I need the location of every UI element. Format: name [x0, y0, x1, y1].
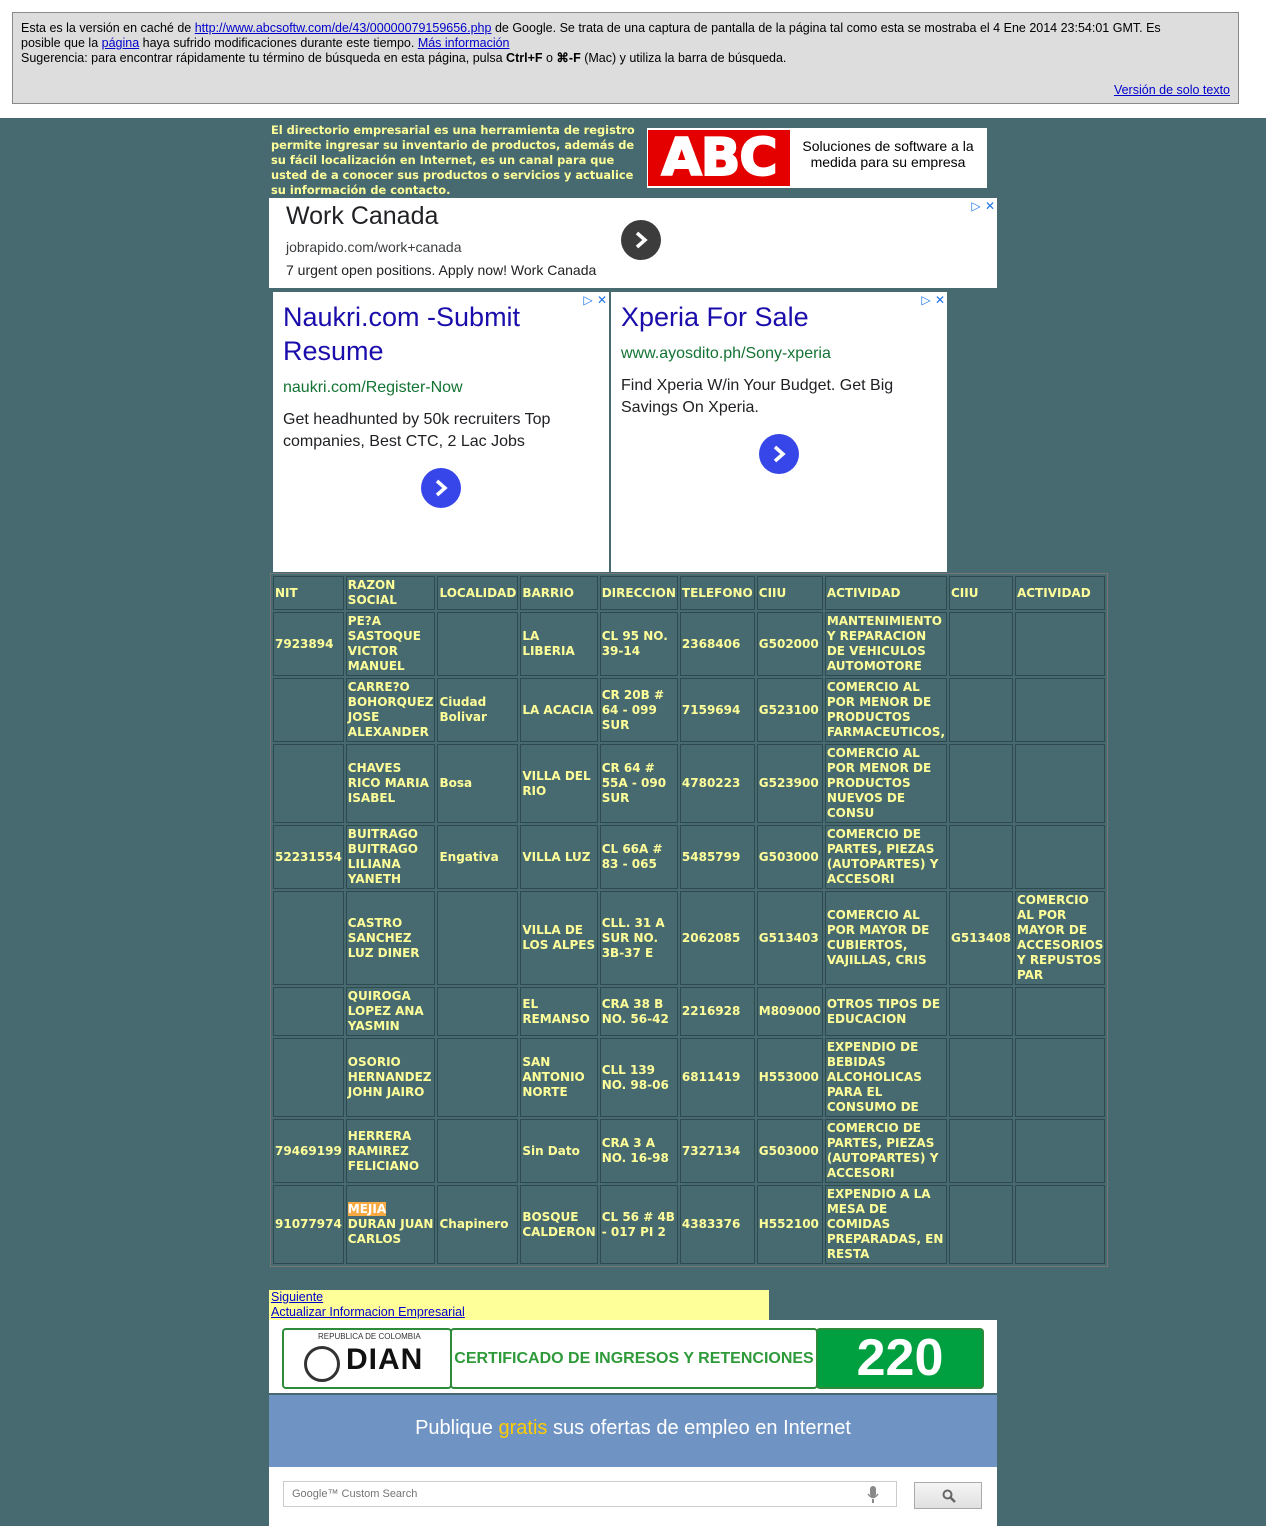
- col-ciiu-2: CIIU: [949, 576, 1013, 610]
- close-icon[interactable]: ✕: [934, 293, 946, 307]
- col-barrio: BARRIO: [520, 576, 597, 610]
- table-row: [273, 678, 1105, 742]
- cell-actividad-2: [1015, 1185, 1106, 1264]
- cell-direccion: CRA 3 A NO. 16-98: [600, 1119, 678, 1183]
- cell-razon-social: CHAVES RICO MARIA ISABEL: [346, 744, 436, 823]
- cell-razon-social: CASTRO SANCHEZ LUZ DINER: [346, 891, 436, 985]
- cell-ciiu-2: [949, 1119, 1013, 1183]
- cell-actividad: COMERCIO AL POR MAYOR DE CUBIERTOS, VAJILLAS, CRIS: [825, 891, 947, 985]
- cell-ciiu: G523100: [757, 678, 823, 742]
- cell-actividad: OTROS TIPOS DE EDUCACION: [825, 987, 947, 1036]
- cell-direccion: CR 20B # 64 - 099 SUR: [600, 678, 678, 742]
- col-direccion: DIRECCION: [600, 576, 678, 610]
- table-body: [273, 612, 1105, 1264]
- cell-telefono: 6811419: [680, 1038, 755, 1117]
- jobs-free-text: gratis: [498, 1417, 548, 1439]
- cell-actividad: COMERCIO DE PARTES, PIEZAS (AUTOPARTES) Y ACCESORI: [825, 825, 947, 889]
- dian-banner[interactable]: [269, 1320, 997, 1393]
- ad-title[interactable]: Work Canada: [286, 202, 439, 230]
- ad-work-canada[interactable]: [269, 198, 997, 288]
- search-icon: [942, 1489, 956, 1503]
- microphone-icon[interactable]: [867, 1486, 879, 1504]
- cell-nit: [273, 987, 344, 1036]
- table-row: [273, 1038, 1105, 1117]
- cell-direccion: CLL. 31 A SUR NO. 3B-37 E: [600, 891, 678, 985]
- ad-go-button[interactable]: [421, 468, 461, 508]
- col-telefono: TELEFONO: [680, 576, 755, 610]
- chevron-right-icon: [632, 230, 650, 250]
- ad-go-button[interactable]: [759, 434, 799, 474]
- chevron-right-icon: [432, 478, 450, 498]
- cell-barrio: VILLA DE LOS ALPES: [520, 891, 597, 985]
- cache-text: posible que la: [21, 36, 102, 50]
- cell-barrio: SAN ANTONIO NORTE: [520, 1038, 597, 1117]
- cell-nit: [273, 678, 344, 742]
- dian-seal-icon: [304, 1346, 340, 1382]
- col-nit: NIT: [273, 576, 344, 610]
- cell-telefono: 7159694: [680, 678, 755, 742]
- ad-url[interactable]: www.ayosdito.ph/Sony-xperia: [621, 345, 831, 362]
- abc-banner[interactable]: [647, 128, 987, 188]
- adchoices-icon[interactable]: ▷: [921, 293, 931, 307]
- cell-ciiu-2: [949, 744, 1013, 823]
- cell-barrio: Sin Dato: [520, 1119, 597, 1183]
- cell-nit: 91077974: [273, 1185, 344, 1264]
- next-link[interactable]: Siguiente: [271, 1290, 324, 1304]
- update-info-link[interactable]: Actualizar Informacion Empresarial: [271, 1305, 465, 1319]
- tip-key: Ctrl+F: [506, 51, 543, 65]
- jobs-text: sus ofertas de empleo en Internet: [547, 1417, 851, 1439]
- tip-text: (Mac) y utiliza la barra de búsqueda.: [580, 51, 787, 65]
- cell-direccion: CLL 139 NO. 98-06: [600, 1038, 678, 1117]
- cell-actividad-2: [1015, 744, 1106, 823]
- search-input[interactable]: [283, 1481, 897, 1507]
- cell-direccion: CL 66A # 83 - 065: [600, 825, 678, 889]
- cell-ciiu: G502000: [757, 612, 823, 676]
- cell-actividad-2: [1015, 1038, 1106, 1117]
- cached-url-link[interactable]: http://www.abcsoftw.com/de/43/00000079159656.php: [194, 21, 492, 35]
- col-ciiu: CIIU: [757, 576, 823, 610]
- cell-localidad: Bosa: [437, 744, 518, 823]
- adchoices-icon[interactable]: ▷: [971, 199, 981, 213]
- cell-actividad: COMERCIO AL POR MENOR DE PRODUCTOS NUEVOS DE CONSU: [825, 744, 947, 823]
- cell-direccion: CL 56 # 4B - 017 PI 2: [600, 1185, 678, 1264]
- cache-notice-box: [12, 12, 1239, 104]
- cell-ciiu: H552100: [757, 1185, 823, 1264]
- cell-razon-social: QUIROGA LOPEZ ANA YASMIN: [346, 987, 436, 1036]
- cell-actividad-2: [1015, 987, 1106, 1036]
- cell-direccion: CR 64 # 55A - 090 SUR: [600, 744, 678, 823]
- text-only-link[interactable]: Versión de solo texto: [1113, 83, 1230, 97]
- cell-localidad: [437, 1119, 518, 1183]
- cell-localidad: [437, 612, 518, 676]
- cell-actividad: MANTENIMIENTO Y REPARACION DE VEHICULOS AUTOMOTORE: [825, 612, 947, 676]
- cell-nit: [273, 744, 344, 823]
- ad-choices[interactable]: [919, 292, 947, 308]
- cell-telefono: 2368406: [680, 612, 755, 676]
- cell-ciiu-2: [949, 825, 1013, 889]
- cell-telefono: 7327134: [680, 1119, 755, 1183]
- cell-nit: [273, 891, 344, 985]
- adchoices-icon[interactable]: ▷: [583, 293, 593, 307]
- cell-localidad: Ciudad Bolivar: [437, 678, 518, 742]
- cache-banner: [0, 0, 1266, 118]
- business-directory-table: [270, 573, 1108, 1267]
- table-row: [273, 612, 1105, 676]
- col-localidad: LOCALIDAD: [437, 576, 518, 610]
- ad-description: Get headhunted by 50k recruiters Top companies, Best CTC, 2 Lac Jobs: [283, 411, 551, 450]
- ad-description: Find Xperia W/in Your Budget. Get Big Savings On Xperia.: [621, 377, 894, 416]
- cell-telefono: 2216928: [680, 987, 755, 1036]
- cell-ciiu-2: [949, 1185, 1013, 1264]
- cell-ciiu-2: [949, 987, 1013, 1036]
- cache-tip: [21, 51, 1238, 66]
- cell-actividad: COMERCIO AL POR MENOR DE PRODUCTOS FARMACEUTICOS,: [825, 678, 947, 742]
- more-info-link[interactable]: Más información: [417, 36, 510, 50]
- ad-go-button[interactable]: [621, 220, 661, 260]
- cell-telefono: 2062085: [680, 891, 755, 985]
- table-header-row: [273, 576, 1105, 610]
- cell-ciiu: H553000: [757, 1038, 823, 1117]
- cell-ciiu: G513403: [757, 891, 823, 985]
- name-rest: DURAN JUAN CARLOS: [347, 1217, 434, 1246]
- cell-nit: [273, 1038, 344, 1117]
- table-row: [273, 987, 1105, 1036]
- cell-direccion: CRA 38 B NO. 56-42: [600, 987, 678, 1036]
- pagination-links: [269, 1290, 769, 1320]
- ad-url[interactable]: naukri.com/Register-Now: [283, 379, 463, 396]
- cell-barrio: LA LIBERIA: [520, 612, 597, 676]
- ad-choices[interactable]: [581, 292, 609, 308]
- cell-actividad: EXPENDIO DE BEBIDAS ALCOHOLICAS PARA EL CONSUMO DE: [825, 1038, 947, 1117]
- cell-ciiu-2: [949, 1038, 1013, 1117]
- chevron-right-icon: [770, 444, 788, 464]
- dian-logo: [282, 1328, 452, 1389]
- cell-localidad: [437, 1038, 518, 1117]
- tip-key: ⌘-F: [556, 51, 581, 65]
- abc-logo: ABC: [648, 130, 790, 186]
- cell-razon-social: [346, 1185, 436, 1264]
- cache-line-1: [21, 21, 1238, 36]
- cell-telefono: 4780223: [680, 744, 755, 823]
- ad-title[interactable]: Xperia For Sale: [621, 302, 809, 332]
- cell-localidad: Chapinero: [437, 1185, 518, 1264]
- col-razon-social: RAZON SOCIAL: [346, 576, 436, 610]
- cache-text: de Google. Se trata de una captura de pantalla de la página tal como esta se mostraba el 4 Ene 2014 23:54:01 GMT. Es: [491, 21, 1161, 35]
- cell-telefono: 4383376: [680, 1185, 755, 1264]
- cell-direccion: CL 95 NO. 39-14: [600, 612, 678, 676]
- cell-barrio: BOSQUE CALDERON: [520, 1185, 597, 1264]
- close-icon[interactable]: ✕: [984, 199, 996, 213]
- dian-certificate-title: CERTIFICADO DE INGRESOS Y RETENCIONES: [450, 1328, 818, 1389]
- dian-name: DIAN: [346, 1343, 424, 1376]
- close-icon[interactable]: ✕: [596, 293, 608, 307]
- table-row: [273, 744, 1105, 823]
- cell-ciiu: G523900: [757, 744, 823, 823]
- cell-ciiu: G503000: [757, 1119, 823, 1183]
- cache-line-2: [21, 36, 1238, 51]
- ad-description: 7 urgent open positions. Apply now! Work Canada: [286, 262, 597, 278]
- cell-nit: 79469199: [273, 1119, 344, 1183]
- col-actividad-2: ACTIVIDAD: [1015, 576, 1106, 610]
- col-actividad: ACTIVIDAD: [825, 576, 947, 610]
- dian-form-number: 220: [816, 1328, 984, 1389]
- cell-ciiu: G503000: [757, 825, 823, 889]
- cell-actividad: COMERCIO DE PARTES, PIEZAS (AUTOPARTES) Y ACCESORI: [825, 1119, 947, 1183]
- jobs-text: Publique: [415, 1417, 499, 1439]
- ad-choices[interactable]: [969, 198, 997, 214]
- cell-ciiu-2: [949, 678, 1013, 742]
- search-button[interactable]: [914, 1482, 982, 1509]
- page-link[interactable]: página: [101, 36, 140, 50]
- tip-text: Sugerencia: para encontrar rápidamente tu término de búsqueda en esta página, pulsa: [21, 51, 507, 65]
- dian-republic-label: REPUBLICA DE COLOMBIA: [318, 1332, 421, 1341]
- ad-url[interactable]: jobrapido.com/work+canada: [286, 239, 462, 255]
- cell-actividad-2: [1015, 1119, 1106, 1183]
- custom-search: [269, 1467, 997, 1526]
- abc-tagline: Soluciones de software a la medida para su empresa: [802, 138, 974, 170]
- table-row: [273, 1185, 1105, 1264]
- cell-razon-social: PE?A SASTOQUE VICTOR MANUEL: [346, 612, 436, 676]
- table-row: [273, 825, 1105, 889]
- cell-telefono: 5485799: [680, 825, 755, 889]
- cell-actividad-2: [1015, 612, 1106, 676]
- search-highlight: MEJIA: [347, 1202, 387, 1216]
- cell-barrio: LA ACACIA: [520, 678, 597, 742]
- tip-text: o: [542, 51, 557, 65]
- cell-nit: 7923894: [273, 612, 344, 676]
- cell-razon-social: OSORIO HERNANDEZ JOHN JAIRO: [346, 1038, 436, 1117]
- cell-ciiu-2: G513408: [949, 891, 1013, 985]
- cell-actividad-2: COMERCIO AL POR MAYOR DE ACCESORIOS Y REPUSTOS PAR: [1015, 891, 1106, 985]
- cell-barrio: EL REMANSO: [520, 987, 597, 1036]
- cache-text: Esta es la versión en caché de: [21, 21, 195, 35]
- cell-razon-social: BUITRAGO BUITRAGO LILIANA YANETH: [346, 825, 436, 889]
- cell-ciiu-2: [949, 612, 1013, 676]
- intro-text: El directorio empresarial es una herramienta de registro permite ingresar su inventario de productos, además de su fácil localización en Internet, es un canal para que usted de a conocer sus productos o servicios y actualice su información de contacto.: [271, 123, 635, 197]
- cell-ciiu: M809000: [757, 987, 823, 1036]
- ad-title[interactable]: Naukri.com -Submit Resume: [283, 302, 521, 366]
- cell-barrio: VILLA LUZ: [520, 825, 597, 889]
- table-row: [273, 891, 1105, 985]
- cell-razon-social: HERRERA RAMIREZ FELICIANO: [346, 1119, 436, 1183]
- cell-localidad: [437, 891, 518, 985]
- cache-text: haya sufrido modificaciones durante este tiempo.: [139, 36, 418, 50]
- ad-naukri[interactable]: [273, 292, 609, 572]
- cell-actividad: EXPENDIO A LA MESA DE COMIDAS PREPARADAS, EN RESTA: [825, 1185, 947, 1264]
- ad-xperia[interactable]: [611, 292, 947, 572]
- cell-localidad: Engativa: [437, 825, 518, 889]
- table-row: [273, 1119, 1105, 1183]
- cell-nit: 52231554: [273, 825, 344, 889]
- cell-actividad-2: [1015, 678, 1106, 742]
- cell-actividad-2: [1015, 825, 1106, 889]
- jobs-banner[interactable]: [269, 1395, 997, 1467]
- cell-barrio: VILLA DEL RIO: [520, 744, 597, 823]
- cell-razon-social: CARRE?O BOHORQUEZ JOSE ALEXANDER: [346, 678, 436, 742]
- cell-localidad: [437, 987, 518, 1036]
